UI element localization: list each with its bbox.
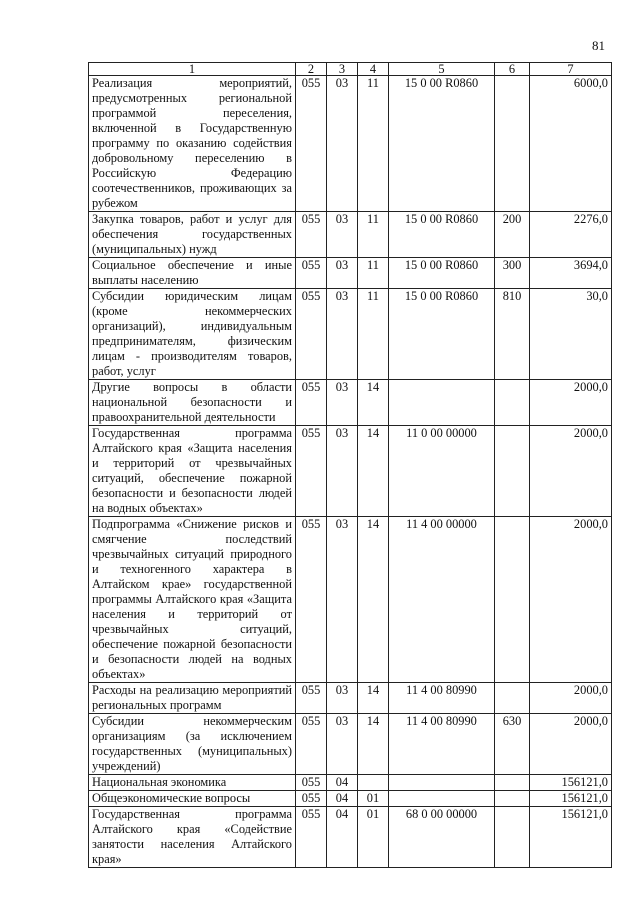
row-name-cell: Закупка товаров, работ и услуг для обеспечения государственных (муниципальных) нужд bbox=[89, 212, 296, 258]
header-cell: 2 bbox=[296, 63, 327, 76]
target-article-cell: 11 0 00 00000 bbox=[389, 426, 495, 517]
chapter-code-cell: 04 bbox=[327, 775, 358, 791]
target-article-cell: 15 0 00 R0860 bbox=[389, 289, 495, 380]
section-code-cell: 055 bbox=[296, 517, 327, 683]
header-cell: 1 bbox=[89, 63, 296, 76]
table-row bbox=[89, 517, 612, 683]
table-row bbox=[89, 791, 612, 807]
chapter-code-cell: 04 bbox=[327, 807, 358, 868]
target-article-cell: 15 0 00 R0860 bbox=[389, 212, 495, 258]
header-cell: 3 bbox=[327, 63, 358, 76]
target-article-cell bbox=[389, 791, 495, 807]
subsection-code-cell: 14 bbox=[358, 683, 389, 714]
subsection-code-cell bbox=[358, 775, 389, 791]
chapter-code-cell: 03 bbox=[327, 517, 358, 683]
expense-type-cell bbox=[495, 517, 530, 683]
expense-type-cell bbox=[495, 791, 530, 807]
table-row bbox=[89, 212, 612, 258]
expense-type-cell: 200 bbox=[495, 212, 530, 258]
header-cell: 4 bbox=[358, 63, 389, 76]
amount-cell: 2000,0 bbox=[530, 380, 612, 426]
section-code-cell: 055 bbox=[296, 76, 327, 212]
amount-cell: 156121,0 bbox=[530, 791, 612, 807]
expense-type-cell: 300 bbox=[495, 258, 530, 289]
expense-type-cell bbox=[495, 683, 530, 714]
header-cell: 7 bbox=[530, 63, 612, 76]
row-name-cell: Субсидии юридическим лицам (кроме некоммерческих организаций), индивидуальным предпринимателям, физическим лицам - производителям товаров, работ, услуг bbox=[89, 289, 296, 380]
amount-cell: 30,0 bbox=[530, 289, 612, 380]
chapter-code-cell: 03 bbox=[327, 714, 358, 775]
section-code-cell: 055 bbox=[296, 289, 327, 380]
expense-type-cell bbox=[495, 380, 530, 426]
row-name-cell: Государственная программа Алтайского края «Содействие занятости населения Алтайского края» bbox=[89, 807, 296, 868]
chapter-code-cell: 03 bbox=[327, 76, 358, 212]
table-row bbox=[89, 807, 612, 868]
amount-cell: 156121,0 bbox=[530, 775, 612, 791]
section-code-cell: 055 bbox=[296, 791, 327, 807]
subsection-code-cell: 14 bbox=[358, 517, 389, 683]
header-cell: 6 bbox=[495, 63, 530, 76]
row-name-cell: Реализация мероприятий, предусмотренных региональной программой переселения, включенной в Государственную программу по оказанию содействия добровольному переселению в Российскую Федерацию соотечественников, проживающих за рубежом bbox=[89, 76, 296, 212]
table-header-row bbox=[89, 63, 612, 76]
table-row bbox=[89, 289, 612, 380]
amount-cell: 6000,0 bbox=[530, 76, 612, 212]
chapter-code-cell: 03 bbox=[327, 426, 358, 517]
subsection-code-cell: 01 bbox=[358, 791, 389, 807]
amount-cell: 2000,0 bbox=[530, 714, 612, 775]
expense-type-cell: 810 bbox=[495, 289, 530, 380]
row-name-cell: Общеэкономические вопросы bbox=[89, 791, 296, 807]
table-row bbox=[89, 775, 612, 791]
expense-type-cell bbox=[495, 775, 530, 791]
target-article-cell: 11 4 00 00000 bbox=[389, 517, 495, 683]
subsection-code-cell: 01 bbox=[358, 807, 389, 868]
section-code-cell: 055 bbox=[296, 212, 327, 258]
table-row bbox=[89, 380, 612, 426]
subsection-code-cell: 14 bbox=[358, 714, 389, 775]
subsection-code-cell: 11 bbox=[358, 76, 389, 212]
chapter-code-cell: 03 bbox=[327, 212, 358, 258]
expense-type-cell bbox=[495, 76, 530, 212]
expense-type-cell bbox=[495, 807, 530, 868]
row-name-cell: Социальное обеспечение и иные выплаты населению bbox=[89, 258, 296, 289]
chapter-code-cell: 03 bbox=[327, 683, 358, 714]
subsection-code-cell: 11 bbox=[358, 258, 389, 289]
chapter-code-cell: 04 bbox=[327, 791, 358, 807]
section-code-cell: 055 bbox=[296, 426, 327, 517]
section-code-cell: 055 bbox=[296, 258, 327, 289]
row-name-cell: Расходы на реализацию мероприятий региональных программ bbox=[89, 683, 296, 714]
section-code-cell: 055 bbox=[296, 714, 327, 775]
target-article-cell bbox=[389, 380, 495, 426]
row-name-cell: Государственная программа Алтайского края «Защита населения и территорий от чрезвычайных ситуаций, обеспечение пожарной безопасности и безопасности людей на водных объектах» bbox=[89, 426, 296, 517]
section-code-cell: 055 bbox=[296, 775, 327, 791]
table-row bbox=[89, 76, 612, 212]
subsection-code-cell: 11 bbox=[358, 289, 389, 380]
amount-cell: 156121,0 bbox=[530, 807, 612, 868]
section-code-cell: 055 bbox=[296, 807, 327, 868]
budget-table bbox=[88, 62, 612, 868]
row-name-cell: Национальная экономика bbox=[89, 775, 296, 791]
target-article-cell: 15 0 00 R0860 bbox=[389, 76, 495, 212]
target-article-cell: 11 4 00 80990 bbox=[389, 714, 495, 775]
target-article-cell: 68 0 00 00000 bbox=[389, 807, 495, 868]
chapter-code-cell: 03 bbox=[327, 289, 358, 380]
amount-cell: 2000,0 bbox=[530, 426, 612, 517]
target-article-cell bbox=[389, 775, 495, 791]
amount-cell: 2000,0 bbox=[530, 517, 612, 683]
section-code-cell: 055 bbox=[296, 380, 327, 426]
expense-type-cell bbox=[495, 426, 530, 517]
table-row bbox=[89, 258, 612, 289]
expense-type-cell: 630 bbox=[495, 714, 530, 775]
page-number: 81 bbox=[592, 38, 605, 53]
amount-cell: 2000,0 bbox=[530, 683, 612, 714]
section-code-cell: 055 bbox=[296, 683, 327, 714]
target-article-cell: 11 4 00 80990 bbox=[389, 683, 495, 714]
chapter-code-cell: 03 bbox=[327, 380, 358, 426]
subsection-code-cell: 14 bbox=[358, 380, 389, 426]
subsection-code-cell: 11 bbox=[358, 212, 389, 258]
table-row bbox=[89, 683, 612, 714]
target-article-cell: 15 0 00 R0860 bbox=[389, 258, 495, 289]
amount-cell: 3694,0 bbox=[530, 258, 612, 289]
row-name-cell: Другие вопросы в области национальной безопасности и правоохранительной деятельности bbox=[89, 380, 296, 426]
row-name-cell: Подпрограмма «Снижение рисков и смягчение последствий чрезвычайных ситуаций природного и техногенного характера в Алтайском крае» государственной программы Алтайского края «Защита населения и территорий от чрезвычайных ситуаций, обеспечение пожарной безопасности и безопасности людей на водных объектах» bbox=[89, 517, 296, 683]
row-name-cell: Субсидии некоммерческим организациям (за исключением государственных (муниципальных) учреждений) bbox=[89, 714, 296, 775]
header-cell: 5 bbox=[389, 63, 495, 76]
amount-cell: 2276,0 bbox=[530, 212, 612, 258]
subsection-code-cell: 14 bbox=[358, 426, 389, 517]
table-row bbox=[89, 714, 612, 775]
chapter-code-cell: 03 bbox=[327, 258, 358, 289]
table-row bbox=[89, 426, 612, 517]
